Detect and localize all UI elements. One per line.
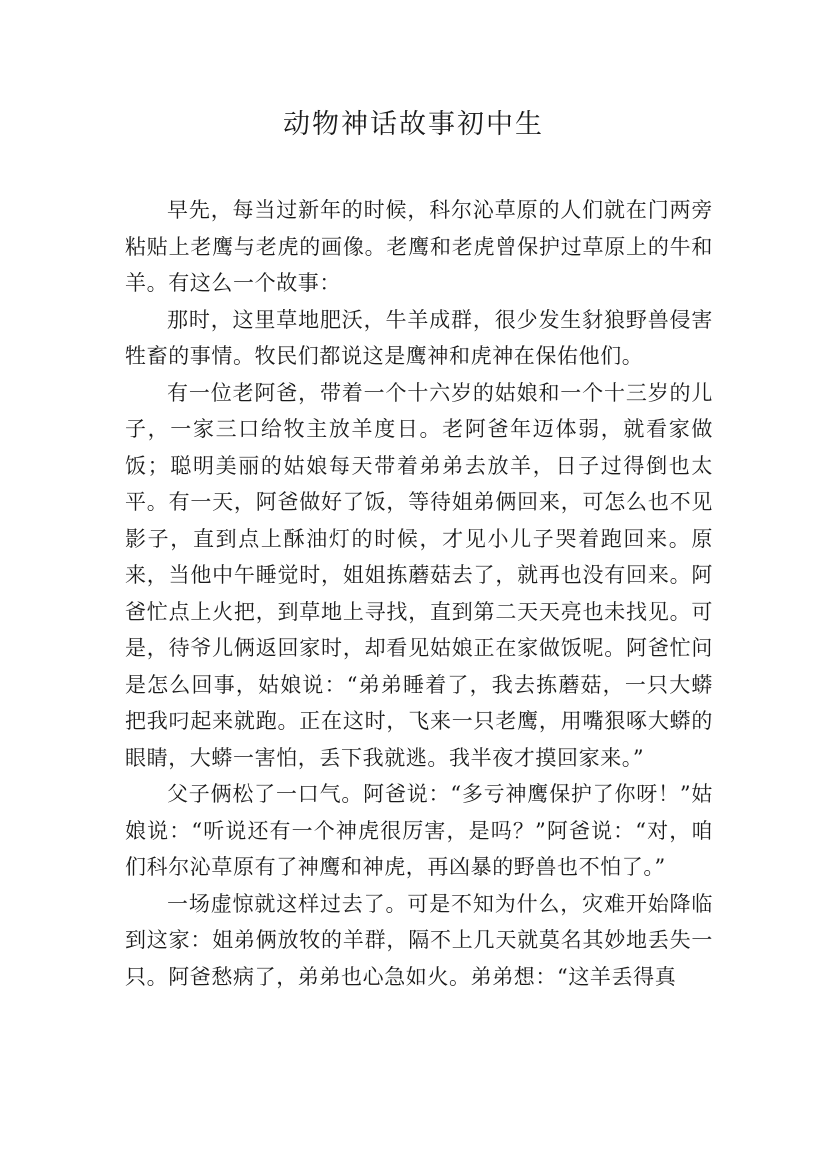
paragraph: 一场虚惊就这样过去了。可是不知为什么，灾难开始降临到这家：姐弟俩放牧的羊群，隔不上几天就莫名其妙地丢失一只。阿爸愁病了，弟弟也心急如火。弟弟想：“这羊丢得真 [125,891,713,989]
document-title: 动物神话故事初中生 [283,109,544,140]
paragraph: 那时，这里草地肥沃，牛羊成群，很少发生豺狼野兽侵害牲畜的事情。牧民们都说这是鹰神和虎神在保佑他们。 [125,307,713,368]
document-body [125,192,713,995]
paragraph: 早先，每当过新年的时候，科尔沁草原的人们就在门两旁粘贴上老鹰与老虎的画像。老鹰和老虎曾保护过草原上的牛和羊。有这么一个故事： [125,198,713,295]
paragraph: 父子俩松了一口气。阿爸说：“多亏神鹰保护了你呀！”姑娘说：“听说还有一个神虎很厉害，是吗？”阿爸说：“对，咱们科尔沁草原有了神鹰和神虎，再凶暴的野兽也不怕了。” [125,782,713,879]
paragraph: 有一位老阿爸，带着一个十六岁的姑娘和一个十三岁的儿子，一家三口给牧主放羊度日。老阿爸年迈体弱，就看家做饭；聪明美丽的姑娘每天带着弟弟去放羊，日子过得倒也太平。有一天，阿爸做好了饭，等待姐弟俩回来，可怎么也不见影子，直到点上酥油灯的时候，才见小儿子哭着跑回来。原来，当他中午睡觉时，姐姐拣蘑菇去了，就再也没有回来。阿爸忙点上火把，到草地上寻找，直到第二天天亮也未找见。可是，待爷儿俩返回家时，却看见姑娘正在家做饭呢。阿爸忙问是怎么回事，姑娘说：“弟弟睡着了，我去拣蘑菇，一只大蟒把我叼起来就跑。正在这时，飞来一只老鹰，用嘴狠啄大蟒的眼睛，大蟒一害怕，丢下我就逃。我半夜才摸回家来。” [125,380,713,770]
